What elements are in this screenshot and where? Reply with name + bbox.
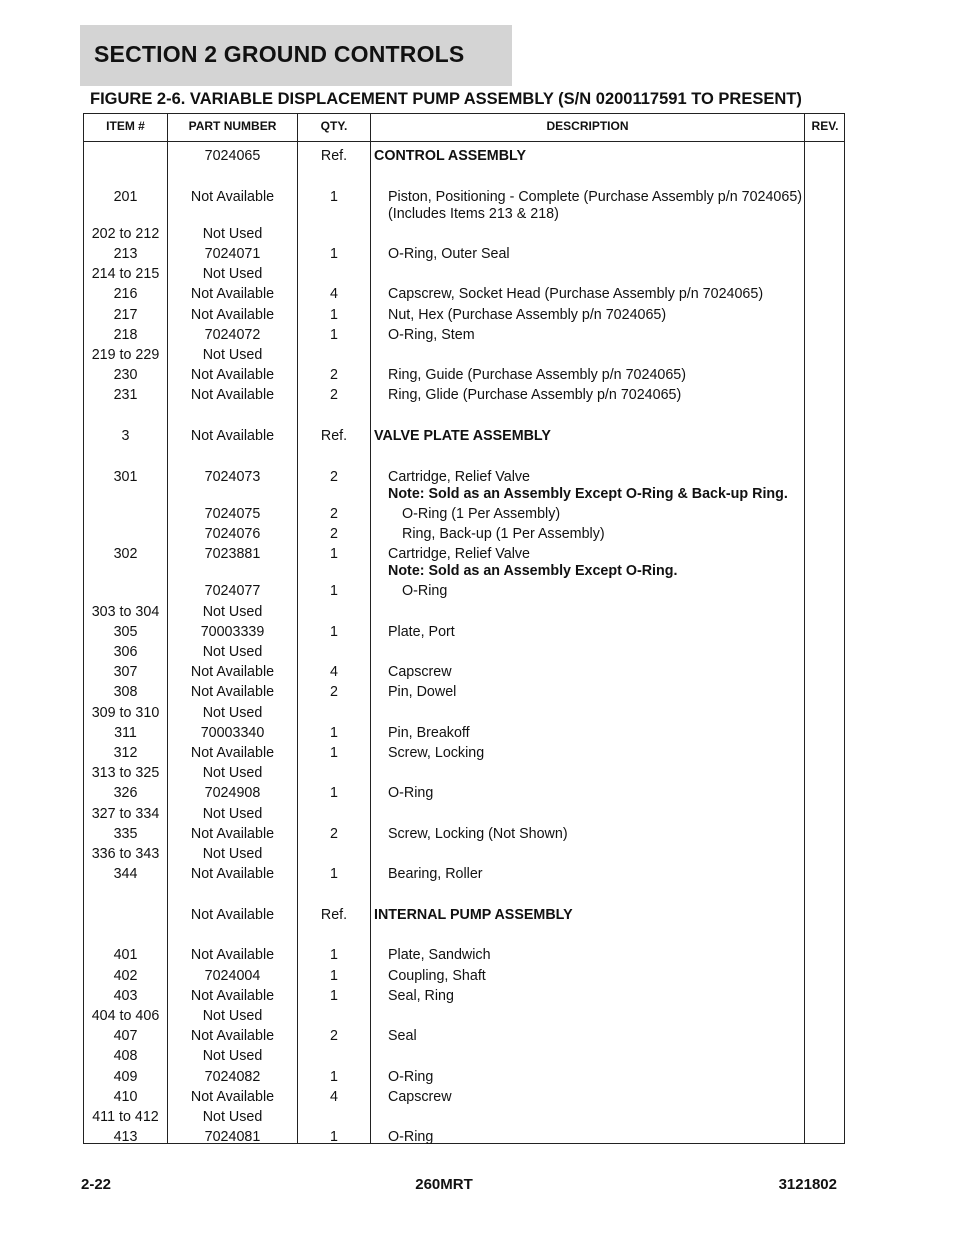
description: O-Ring bbox=[388, 785, 434, 802]
quantity: 4 bbox=[330, 664, 338, 681]
item-number: 336 to 343 bbox=[91, 846, 160, 862]
item-number: 217 bbox=[113, 306, 138, 323]
item-number: 311 bbox=[114, 724, 137, 741]
description: O-Ring bbox=[388, 1129, 434, 1146]
part-number: Not Available bbox=[190, 745, 275, 761]
item-number: 407 bbox=[113, 1028, 138, 1045]
description: Capscrew bbox=[388, 1088, 452, 1105]
part-number: 7023881 bbox=[204, 546, 261, 563]
quantity: 2 bbox=[330, 387, 338, 404]
item-number: 305 bbox=[113, 623, 138, 640]
part-number: 7024076 bbox=[204, 526, 261, 542]
description: Screw, Locking bbox=[388, 745, 485, 761]
quantity: 1 bbox=[330, 967, 338, 984]
quantity: 1 bbox=[330, 326, 338, 343]
part-number: 70003340 bbox=[200, 724, 265, 741]
part-number: 7024082 bbox=[204, 1068, 261, 1085]
quantity: 1 bbox=[330, 306, 338, 323]
part-number: 70003339 bbox=[200, 623, 265, 640]
item-number: 403 bbox=[113, 987, 138, 1004]
item-number: 312 bbox=[113, 745, 138, 761]
part-number: Not Available bbox=[190, 428, 275, 444]
item-number: 344 bbox=[113, 866, 138, 883]
quantity: 2 bbox=[330, 825, 338, 842]
part-number: 7024077 bbox=[204, 583, 261, 600]
quantity: 2 bbox=[330, 526, 338, 542]
footer-page-number: 2-22 bbox=[81, 1176, 112, 1193]
part-number: 7024075 bbox=[204, 505, 261, 522]
part-number: Not Used bbox=[202, 846, 263, 862]
part-number: Not Used bbox=[202, 805, 263, 822]
part-number: Not Used bbox=[202, 225, 263, 242]
item-number: 410 bbox=[113, 1088, 138, 1105]
quantity: 1 bbox=[330, 583, 338, 600]
quantity: 1 bbox=[330, 1068, 338, 1085]
item-number: 218 bbox=[113, 326, 138, 343]
description: Piston, Positioning - Complete (Purchase Assembly p/n 7024065) bbox=[388, 188, 803, 205]
part-number: Not Available bbox=[190, 1028, 275, 1045]
part-number: 7024004 bbox=[204, 967, 261, 984]
description: Pin, Dowel bbox=[388, 684, 457, 701]
part-number: 7024071 bbox=[204, 246, 261, 262]
item-number: 335 bbox=[113, 825, 138, 842]
description: O-Ring, Outer Seal bbox=[388, 246, 510, 262]
part-number: Not Used bbox=[202, 347, 263, 363]
part-number: Not Used bbox=[202, 704, 263, 721]
item-number: 230 bbox=[113, 367, 138, 384]
quantity: 1 bbox=[330, 745, 338, 761]
description: (Includes Items 213 & 218) bbox=[388, 205, 559, 222]
description: Seal bbox=[388, 1028, 417, 1045]
description: INTERNAL PUMP ASSEMBLY bbox=[374, 906, 573, 923]
item-number: 302 bbox=[113, 546, 138, 563]
description: Bearing, Roller bbox=[388, 866, 483, 883]
part-number: Not Available bbox=[190, 367, 275, 384]
description: Screw, Locking (Not Shown) bbox=[388, 825, 568, 842]
quantity: 1 bbox=[330, 724, 338, 741]
quantity: 4 bbox=[330, 1088, 338, 1105]
item-number: 301 bbox=[113, 468, 138, 485]
part-number: Not Used bbox=[202, 603, 263, 620]
description: Seal, Ring bbox=[388, 987, 454, 1004]
header-qty: QTY. bbox=[320, 119, 348, 133]
item-number: 303 to 304 bbox=[91, 603, 160, 620]
description: Pin, Breakoff bbox=[388, 724, 470, 741]
quantity: 1 bbox=[330, 246, 338, 262]
description: Capscrew bbox=[388, 664, 452, 681]
item-number: 201 bbox=[113, 188, 138, 205]
description: Capscrew, Socket Head (Purchase Assembly p/n 7024065) bbox=[388, 286, 764, 303]
item-number: 413 bbox=[113, 1129, 138, 1146]
part-number: Not Available bbox=[190, 947, 275, 964]
quantity: 1 bbox=[330, 947, 338, 964]
part-number: Not Used bbox=[202, 644, 263, 660]
parts-table bbox=[83, 113, 845, 1144]
description: Cartridge, Relief Valve bbox=[388, 546, 530, 563]
item-number: 401 bbox=[113, 947, 138, 964]
item-number: 411 to 412 bbox=[92, 1109, 159, 1125]
part-number: Not Available bbox=[190, 188, 275, 205]
quantity: 1 bbox=[330, 987, 338, 1004]
description: Ring, Guide (Purchase Assembly p/n 7024065) bbox=[388, 367, 687, 384]
item-number: 308 bbox=[113, 684, 138, 701]
part-number: Not Used bbox=[202, 1109, 263, 1125]
item-number: 231 bbox=[113, 387, 138, 404]
quantity: 1 bbox=[330, 188, 338, 205]
description: O-Ring bbox=[402, 583, 448, 600]
quantity: Ref. bbox=[320, 148, 348, 164]
quantity: Ref. bbox=[320, 906, 348, 923]
quantity: 1 bbox=[330, 546, 338, 563]
part-number: 7024073 bbox=[204, 468, 261, 485]
item-number: 402 bbox=[113, 967, 138, 984]
part-number: 7024065 bbox=[204, 148, 261, 164]
description: Plate, Sandwich bbox=[388, 947, 491, 964]
part-number: Not Available bbox=[190, 684, 275, 701]
part-number: Not Available bbox=[190, 866, 275, 883]
quantity: Ref. bbox=[320, 428, 348, 444]
part-number: Not Available bbox=[190, 1088, 275, 1105]
item-number: 313 to 325 bbox=[91, 765, 160, 782]
description: Ring, Back-up (1 Per Assembly) bbox=[402, 526, 605, 542]
table-header-row bbox=[84, 114, 844, 142]
item-number: 327 to 334 bbox=[91, 805, 160, 822]
part-number: Not Used bbox=[202, 765, 263, 782]
column-divider bbox=[804, 114, 805, 1143]
part-number: 7024908 bbox=[204, 785, 261, 802]
part-number: Not Used bbox=[202, 266, 263, 283]
part-number: Not Available bbox=[190, 987, 275, 1004]
item-number: 404 to 406 bbox=[91, 1008, 160, 1024]
description: O-Ring (1 Per Assembly) bbox=[402, 505, 561, 522]
footer-document-number: 3121802 bbox=[778, 1176, 837, 1193]
description: VALVE PLATE ASSEMBLY bbox=[374, 428, 551, 444]
quantity: 1 bbox=[330, 866, 338, 883]
quantity: 2 bbox=[330, 1028, 338, 1045]
item-number: 216 bbox=[113, 286, 138, 303]
description: Coupling, Shaft bbox=[388, 967, 486, 984]
item-number: 213 bbox=[113, 246, 138, 262]
item-number: 3 bbox=[121, 428, 130, 444]
description: Plate, Port bbox=[388, 623, 455, 640]
quantity: 2 bbox=[330, 468, 338, 485]
item-number: 409 bbox=[113, 1068, 138, 1085]
quantity: 4 bbox=[330, 286, 338, 303]
item-number: 408 bbox=[113, 1048, 138, 1065]
quantity: 2 bbox=[330, 684, 338, 701]
part-number: 7024072 bbox=[204, 326, 261, 343]
quantity: 2 bbox=[330, 367, 338, 384]
description: O-Ring, Stem bbox=[388, 326, 475, 343]
item-number: 202 to 212 bbox=[91, 225, 160, 242]
part-number: Not Used bbox=[202, 1048, 263, 1065]
item-number: 307 bbox=[113, 664, 138, 681]
part-number: Not Available bbox=[190, 664, 275, 681]
description-note: Note: Sold as an Assembly Except O-Ring & Back-up Ring. bbox=[388, 485, 788, 502]
header-part-number: PART NUMBER bbox=[188, 119, 277, 133]
part-number: 7024081 bbox=[204, 1129, 261, 1146]
description: Nut, Hex (Purchase Assembly p/n 7024065) bbox=[388, 306, 667, 323]
quantity: 1 bbox=[330, 785, 338, 802]
part-number: Not Available bbox=[190, 387, 275, 404]
header-rev: REV. bbox=[811, 119, 839, 133]
section-title: SECTION 2 GROUND CONTROLS bbox=[94, 41, 465, 67]
item-number: 214 to 215 bbox=[91, 266, 160, 283]
part-number: Not Available bbox=[190, 825, 275, 842]
part-number: Not Available bbox=[190, 306, 275, 323]
description: O-Ring bbox=[388, 1068, 434, 1085]
footer-model: 260MRT bbox=[415, 1176, 473, 1193]
column-divider bbox=[370, 114, 371, 1143]
description: Ring, Glide (Purchase Assembly p/n 7024065) bbox=[388, 387, 682, 404]
header-item: ITEM # bbox=[106, 119, 145, 133]
description: CONTROL ASSEMBLY bbox=[374, 148, 526, 164]
section-header-bar bbox=[80, 25, 512, 86]
quantity: 1 bbox=[330, 1129, 338, 1146]
figure-title: FIGURE 2-6. VARIABLE DISPLACEMENT PUMP ASSEMBLY (S/N 0200117591 TO PRESENT) bbox=[90, 90, 802, 108]
part-number: Not Available bbox=[190, 286, 275, 303]
description: Cartridge, Relief Valve bbox=[388, 468, 530, 485]
quantity: 2 bbox=[330, 505, 338, 522]
quantity: 1 bbox=[330, 623, 338, 640]
description-note: Note: Sold as an Assembly Except O-Ring. bbox=[388, 563, 678, 580]
part-number: Not Used bbox=[202, 1008, 263, 1024]
item-number: 219 to 229 bbox=[91, 347, 160, 363]
header-description: DESCRIPTION bbox=[546, 119, 629, 133]
item-number: 326 bbox=[113, 785, 138, 802]
part-number: Not Available bbox=[190, 906, 275, 923]
item-number: 306 bbox=[113, 644, 138, 660]
item-number: 309 to 310 bbox=[91, 704, 160, 721]
